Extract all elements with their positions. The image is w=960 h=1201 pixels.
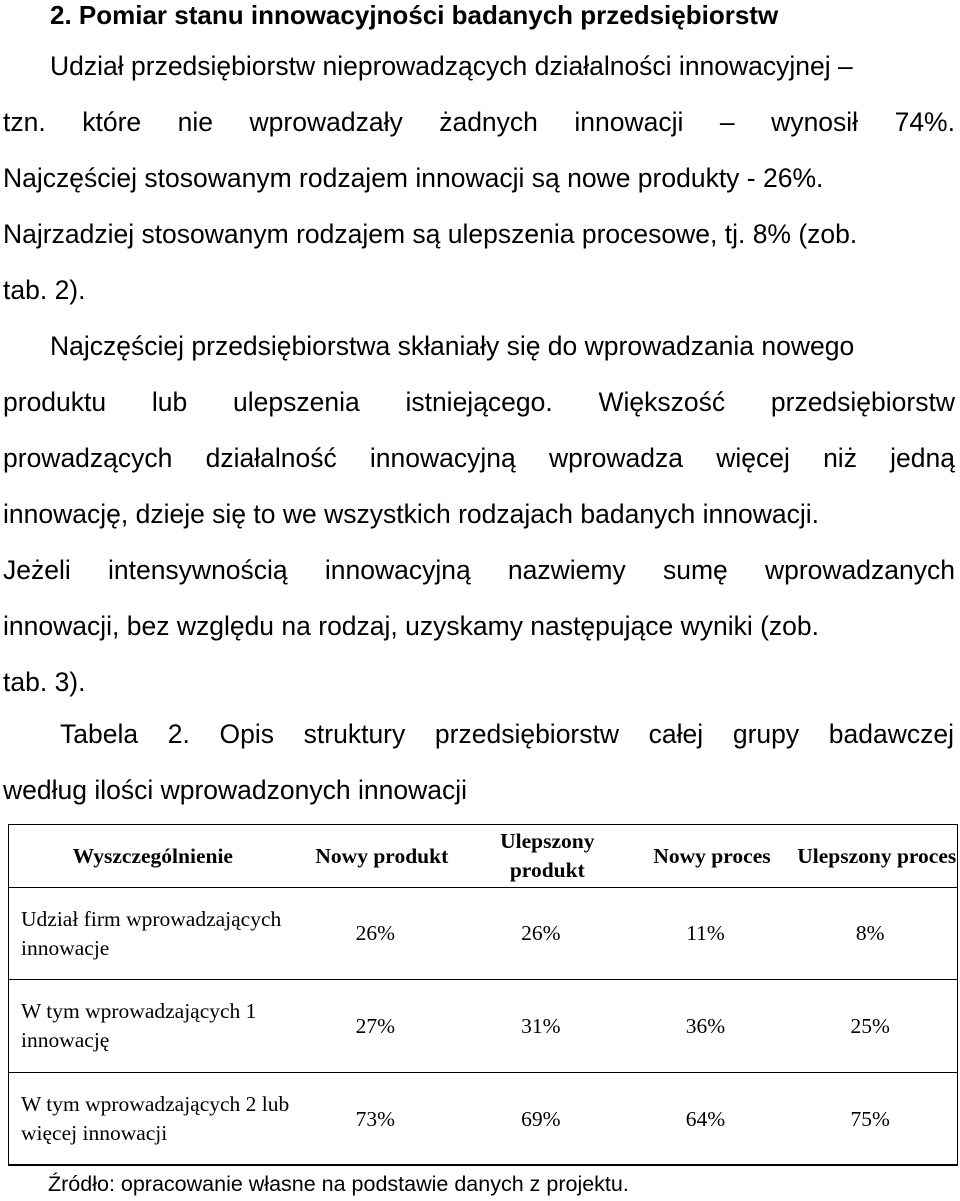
row-label: W tym wprowadzających 1 innowację [8, 980, 298, 1073]
paragraph2-line7: tab. 3). [3, 667, 86, 697]
table-header-row [8, 825, 958, 888]
header-cell: Ulepszony proces [782, 825, 958, 888]
table-cell: 26% [298, 888, 454, 980]
header-cell: Ulepszony produkt [453, 825, 628, 888]
paragraph1-line2: tzn. które nie wprowadzały żadnych innowacji – wynosił 74%. [3, 107, 955, 137]
table-cell: 8% [782, 888, 958, 980]
paragraph2-line1: Najczęściej przedsiębiorstwa skłaniały się do wprowadzania nowego [50, 331, 855, 361]
paragraph1-line1: Udział przedsiębiorstw nieprowadzących działalności innowacyjnej – [50, 51, 853, 81]
section-title: 2. Pomiar stanu innowacyjności badanych przedsiębiorstw [50, 0, 779, 30]
paragraph2-line4: innowację, dzieje się to we wszystkich rodzajach badanych innowacji. [3, 499, 820, 529]
table-cell: 69% [453, 1073, 628, 1166]
table-source-note: Źródło: opracowanie własne na podstawie danych z projektu. [48, 1172, 629, 1196]
table-row [8, 1073, 958, 1166]
table-row [8, 888, 958, 980]
paragraph2-line2: produktu lub ulepszenia istniejącego. Większość przedsiębiorstw [3, 387, 955, 417]
paragraph1-line4: Najrzadziej stosowanym rodzajem są ulepszenia procesowe, tj. 8% (zob. [3, 219, 858, 249]
paragraph2-line3: prowadzących działalność innowacyjną wprowadza więcej niż jedną [3, 443, 955, 473]
table-caption-line2: według ilości wprowadzonych innowacji [3, 775, 467, 805]
table-cell: 36% [629, 980, 783, 1073]
innovation-structure-table [8, 824, 958, 1166]
table-cell: 26% [453, 888, 628, 980]
table-cell: 27% [298, 980, 454, 1073]
table-cell: 73% [298, 1073, 454, 1166]
paragraph2-line5: Jeżeli intensywnością innowacyjną nazwiemy sumę wprowadzanych [3, 555, 955, 585]
header-cell: Nowy proces [629, 825, 783, 888]
paragraph2-line6: innowacji, bez względu na rodzaj, uzyskamy następujące wyniki (zob. [3, 611, 820, 641]
table-cell: 11% [629, 888, 783, 980]
table-row [8, 980, 958, 1073]
row-label: W tym wprowadzających 2 lub więcej innowacji [8, 1073, 298, 1166]
table-cell: 64% [629, 1073, 783, 1166]
table-cell: 31% [453, 980, 628, 1073]
row-label: Udział firm wprowadzających innowacje [8, 888, 298, 980]
paragraph1-line3: Najczęściej stosowanym rodzajem innowacji są nowe produkty - 26%. [3, 163, 824, 193]
table-caption-line1: Tabela 2. Opis struktury przedsiębiorstw całej grupy badawczej [60, 719, 954, 749]
header-cell: Nowy produkt [298, 825, 454, 888]
paragraph1-line5: tab. 2). [3, 275, 86, 305]
header-cell: Wyszczególnienie [8, 825, 298, 888]
table-cell: 25% [782, 980, 958, 1073]
table-cell: 75% [782, 1073, 958, 1166]
